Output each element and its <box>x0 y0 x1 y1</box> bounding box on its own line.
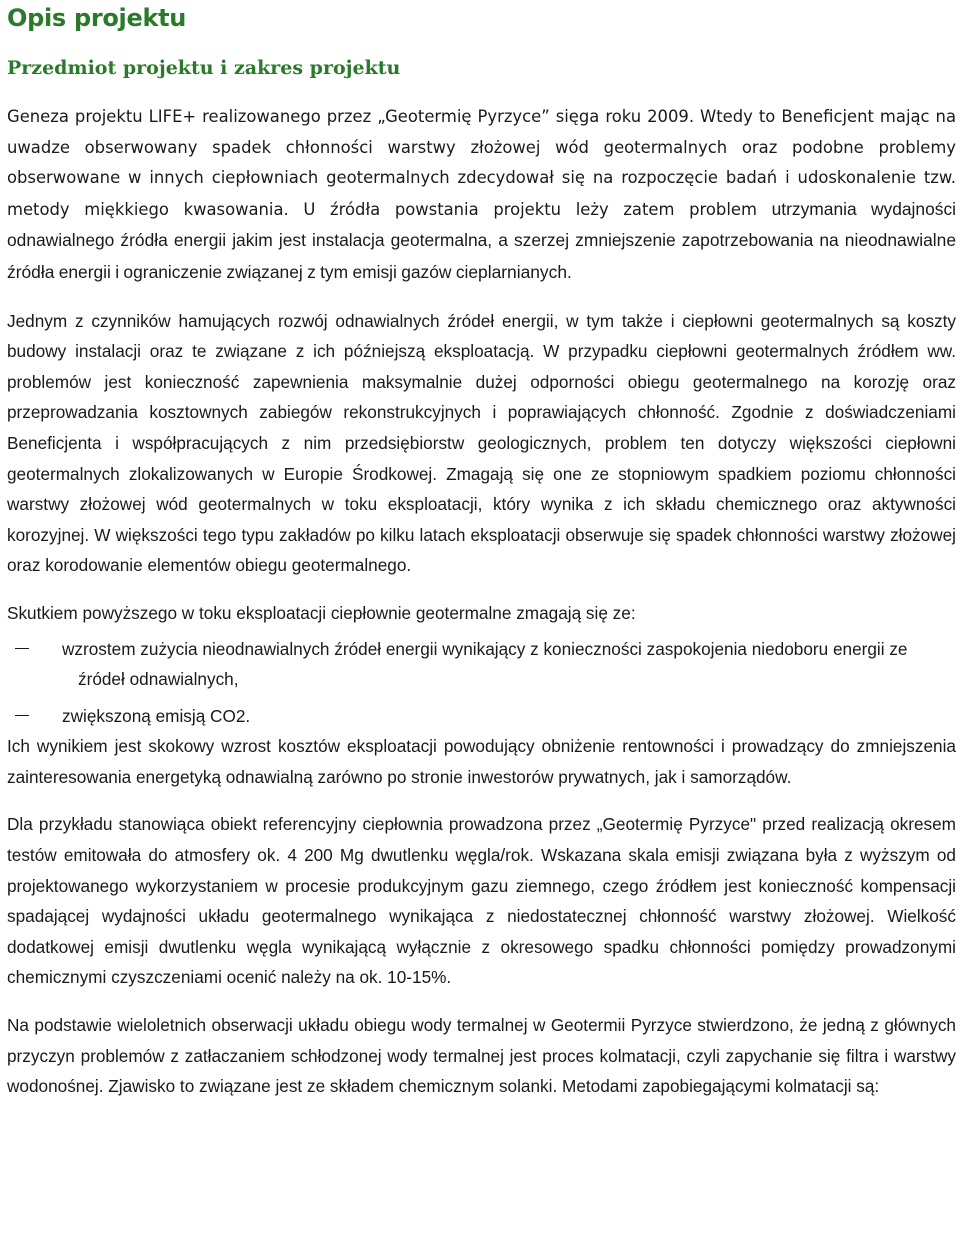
list-item <box>7 634 956 695</box>
paragraph-colmatation: Na podstawie wieloletnich obserwacji układu obiegu wody termalnej w Geotermii Pyrzyce stwierdzono, że jedną z głównych przyczyn problemów z zatłaczaniem schłodzonej wody termalnej jest proces kolmatacji, czyli zapychanie się filtra i warstwy wodonośnej. Zjawisko to związane jest ze składem chemicznym solanki. Metodami zapobiegającymi kolmatacji są: <box>7 1015 956 1097</box>
paragraph-consequences-intro: Skutkiem powyższego w toku eksploatacji ciepłownie geotermalne zmagają się ze: <box>7 602 636 623</box>
paragraph-barriers: Jednym z czynników hamujących rozwój odnawialnych źródeł energii, w tym także i ciepłowni geotermalnych są koszty budowy instalacji oraz te związane z ich późniejszą eksploatacją. W przypadku ciepłowni geotermalnych źródłem ww. problemów jest konieczność zapewnienia maksymalnie dużej odporności obiegu geotermalnego na korozję oraz przeprowadzania kosztownych zabiegów rekonstrukcyjnych i poprawiających chłonność. Zgodnie z doświadczeniami Beneficjenta i współpracujących z nim przedsiębiorstw geologicznych, problem ten dotyczy większości ciepłowni geotermalnych zlokalizowanych w Europie Środkowej. Zmagają się one ze stopniowym spadkiem poziomu chłonności warstwy złożowej wód geotermalnych w toku eksploatacji, który wynika z ich składu chemicznego oraz aktywności korozyjnej. W większości tego typu zakładów po kilku latach eksploatacji obserwuje się spadek chłonności warstwy złożowej oraz korodowanie elementów obiegu geotermalnego. <box>7 310 956 576</box>
paragraph-genesis-part-b: utrzymania wydajności odnawialnego źródła energii jakim jest instalacja geotermalna, a szerzej zmniejszenie zapotrzebowania na nieodnawialne źródła energii i ograniczenie związanej z tym emisji gazów cieplarnianych. <box>7 198 956 282</box>
section-subtitle: Przedmiot projektu i zakres projektu <box>7 57 401 79</box>
list-item <box>7 701 956 732</box>
list-item-text: zwiększoną emisją CO2. <box>62 705 251 726</box>
dash-bullet-icon <box>15 715 29 717</box>
dash-bullet-icon <box>15 648 29 650</box>
paragraph-example: Dla przykładu stanowiąca obiekt referencyjny ciepłownia prowadzona przez „Geotermię Pyrzyce" przed realizacją okresem testów emitowała do atmosfery ok. 4 200 Mg dwutlenku węgla/rok. Wskazana skala emisji związana była z wyższym od projektowanego wykorzystaniem w procesie produkcyjnym gazu ziemnego, czego źródłem jest konieczność kompensacji spadającej wydajności układu geotermalnego wynikająca z niedostatecznej chłonność warstwy złożowej. Wielkość dodatkowej emisji dwutlenku węgla wynikającą wyłącznie z okresowego spadku chłonności pomiędzy prowadzonymi chemicznymi czyszczeniami ocenić należy na ok. 10-15%. <box>7 814 956 988</box>
paragraph-genesis <box>7 102 956 289</box>
paragraph-genesis-part-a: Geneza projektu LIFE+ realizowanego przez „Geotermię Pyrzyce” sięga roku 2009. Wtedy to Beneficjent mając na uwadze obserwowany spadek chłonności warstwy złożowej wód geotermalnych oraz podobne problemy obserwowane w innych ciepłowniach geotermalnych zdecydował się na rozpoczęcie badań i udoskonalenie tzw. metody miękkiego kwasowania. U źródła powstania projektu leży zatem problem <box>7 107 956 219</box>
paragraph-cost-increase: Ich wynikiem jest skokowy wzrost kosztów eksploatacji powodujący obniżenie rentowności i prowadzący do zmniejszenia zainteresowania energetyką odnawialną zarówno po stronie inwestorów prywatnych, jak i samorządów. <box>7 736 956 787</box>
list-item-text: wzrostem zużycia nieodnawialnych źródeł energii wynikający z konieczności zaspokojenia niedoboru energii ze źródeł odnawialnych, <box>62 638 908 690</box>
page-title: Opis projektu <box>7 4 187 32</box>
consequences-list <box>7 634 956 732</box>
